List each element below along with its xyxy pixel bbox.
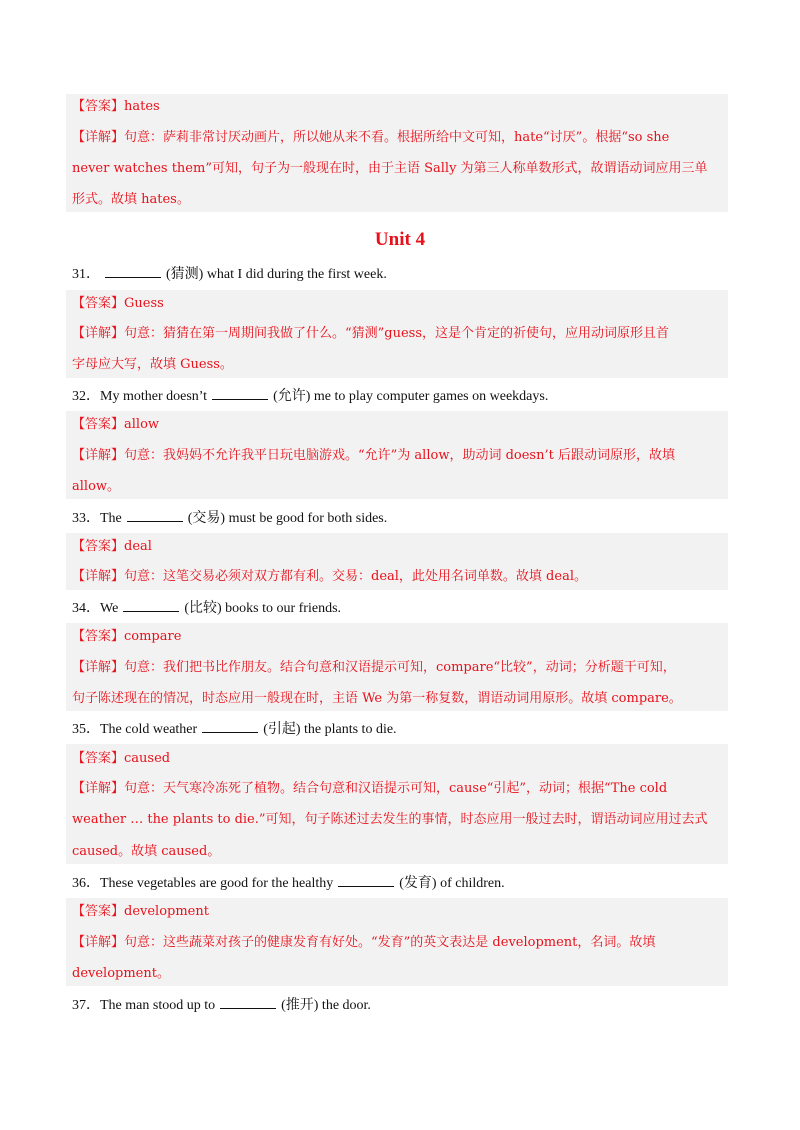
question-text: (比较) books to our friends.: [184, 601, 342, 616]
question-text: (猜测) what I did during the first week.: [166, 267, 387, 282]
question-31: [72, 263, 387, 285]
detail-line: weather … the plants to die.”可知，句子陈述过去发生的事情，时态应用一般过去时，谓语动词应用过去式: [72, 812, 708, 827]
answer-blank: [212, 385, 268, 400]
answer-label: 【答案】deal: [72, 539, 152, 554]
unit-heading: Unit 4: [374, 229, 426, 250]
question-36: [72, 872, 505, 894]
question-text: (交易) must be good for both sides.: [187, 511, 388, 526]
answer-label: 【答案】allow: [72, 417, 160, 432]
answer-label: 【答案】compare: [72, 629, 182, 644]
detail-line: development。: [72, 966, 170, 981]
detail-line: 【详解】句意：这些蔬菜对孩子的健康发育有好处。“发育”的英文表达是 development，名词。故填: [72, 935, 656, 950]
detail-line: 句子陈述现在的情况，时态应用一般现在时，主语 We 为第一称复数，谓语动词用原形。故填 compare。: [72, 691, 682, 706]
question-text: (引起) the plants to die.: [263, 722, 397, 737]
answer-label: 【答案】Guess: [72, 296, 164, 311]
detail-line: 【详解】句意：猜猜在第一周期间我做了什么。“猜测”guess，这是个肯定的祈使句，应用动词原形且首: [72, 326, 670, 341]
detail-line: 【详解】句意：萨莉非常讨厌动画片，所以她从来不看。根据所给中文可知，hate“讨厌”。根据“so she: [72, 130, 670, 145]
detail-line: caused。故填 caused。: [72, 844, 221, 859]
detail-line: 字母应大写，故填 Guess。: [72, 357, 233, 372]
detail-line: 【详解】句意：这笔交易必须对双方都有利。交易：deal，此处用名词单数。故填 deal。: [72, 569, 587, 584]
question-text: 32．My mother doesn’t: [72, 389, 208, 404]
question-text: (推开) the door.: [281, 998, 371, 1013]
question-text: (发育) of children.: [399, 876, 505, 891]
answer-label: 【答案】development: [72, 904, 209, 919]
question-33: [72, 507, 387, 529]
question-37: [72, 994, 371, 1016]
answer-blank: [220, 994, 276, 1009]
detail-line: allow。: [72, 479, 121, 494]
question-35: [72, 718, 397, 740]
answer-blank: [123, 597, 179, 612]
answer-label: 【答案】caused: [72, 751, 171, 766]
question-34: [72, 597, 341, 619]
question-text: 33．The: [72, 511, 122, 526]
detail-line: 【详解】句意：我妈妈不允许我平日玩电脑游戏。“允许”为 allow，助动词 doesn’t 后跟动词原形，故填: [72, 448, 675, 463]
detail-line: 【详解】句意：天气寒冷冻死了植物。结合句意和汉语提示可知，cause“引起”，动词；根据“The cold: [72, 781, 668, 796]
detail-line: 形式。故填 hates。: [72, 192, 190, 207]
question-text: 37．The man stood up to: [72, 998, 216, 1013]
question-32: [72, 385, 548, 407]
question-text: 35．The cold weather: [72, 722, 198, 737]
answer-blank: [105, 263, 161, 278]
detail-line: never watches them”可知，句子为一般现在时，由于主语 Sally 为第三人称单数形式，故谓语动词应用三单: [72, 161, 708, 176]
answer-blank: [127, 507, 183, 522]
answer-label: 【答案】hates: [72, 99, 160, 114]
question-text: 31．: [72, 267, 100, 282]
question-text: 34．We: [72, 601, 119, 616]
question-text: (允许) me to play computer games on weekdays.: [273, 389, 549, 404]
answer-blank: [202, 718, 258, 733]
question-text: 36．These vegetables are good for the healthy: [72, 876, 334, 891]
answer-blank: [338, 872, 394, 887]
detail-line: 【详解】句意：我们把书比作朋友。结合句意和汉语提示可知，compare“比较”，动词；分析题干可知，: [72, 660, 676, 675]
